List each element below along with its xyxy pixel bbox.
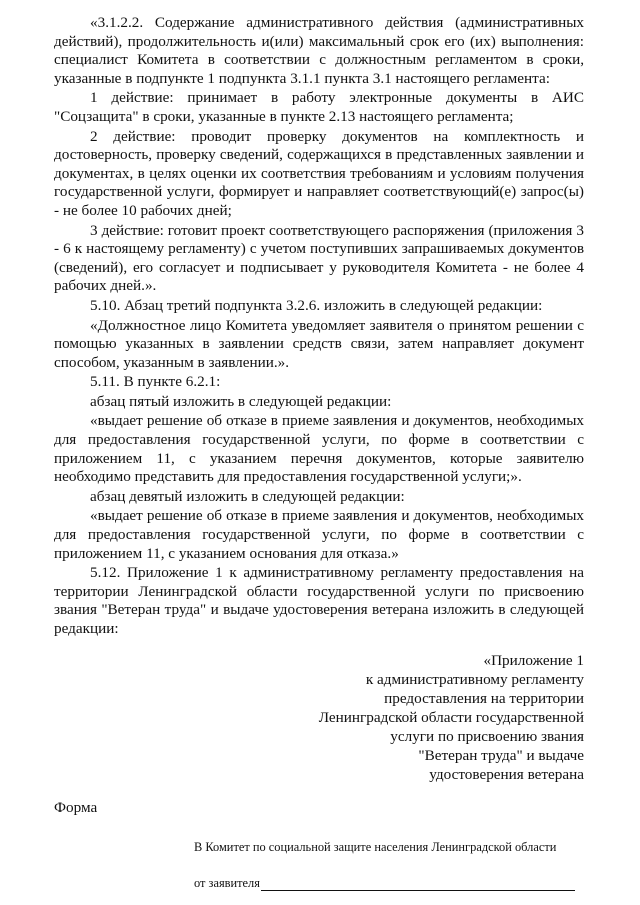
paragraph-5-12: 5.12. Приложение 1 к административному регламенту предоставления на территории Ленинградской области государственной услуги по присвоению звания "Ветеран труда" и выдаче удостоверения ветерана изложить в следующей редакции:	[54, 564, 584, 637]
paragraph-abzac-9: абзац девятый изложить в следующей редакции:	[90, 487, 405, 505]
paragraph-5-10-text: «Должностное лицо Комитета уведомляет заявителя о принятом решении с помощью указанных в заявлении средств связи, затем направляет документ способом, указанным в заявлении.».	[54, 316, 584, 371]
paragraph-action-3: 3 действие: готовит проект соответствующего распоряжения (приложения 3 - 6 к настоящему регламенту) с учетом поступивших запрашиваемых документов (сведений), его согласует и подписывает у руководителя Комитета - не более 4 рабочих дней.».	[54, 221, 584, 295]
paragraph-action-2: 2 действие: проводит проверку документов на комплектность и достоверность, проверку сведений, содержащихся в представленных заявлении и документах, в целях оценки их соответствия требованиям и условиям получения государственной услуги, формирует и направляет соответствующий(е) запрос(ы) - не более 10 рабочих дней;	[54, 127, 584, 219]
paragraph-abzac-9-text: «выдает решение об отказе в приеме заявления и документов, необходимых для предоставления государственной услуги, по форме в соответствии с приложением 11, с указанием основания для отказа.»	[54, 507, 584, 562]
paragraph-abzac-5: абзац пятый изложить в следующей редакции:	[90, 392, 392, 410]
paragraph-5-10: 5.10. Абзац третий подпункта 3.2.6. изложить в следующей редакции:	[90, 296, 543, 314]
paragraph-5-11: 5.11. В пункте 6.2.1:	[90, 373, 221, 391]
form-addressee: В Комитет по социальной защите населения Ленинградской области	[194, 839, 557, 854]
document-page	[54, 14, 584, 891]
appendix-line: услуги по присвоению звания	[390, 727, 584, 745]
applicant-blank-line	[261, 877, 575, 891]
form-label: Форма	[54, 798, 98, 816]
form-from-row	[194, 875, 584, 891]
appendix-line: предоставления на территории	[384, 689, 584, 707]
paragraph-3-1-2-2: «3.1.2.2. Содержание административного действия (административных действий), продолжительность и(или) максимальный срок его (их) выполнения: специалист Комитета в соответствии с должностным регламентом в сроки, указанные в подпункте 1 подпункта 3.1.1 пункта 3.1 настоящего регламента:	[54, 14, 584, 87]
paragraph-abzac-5-text: «выдает решение об отказе в приеме заявления и документов, необходимых для предоставления государственной услуги, по форме в соответствии с приложением 11, с указанием перечня документов, которые заявителю необходимо представить для предоставления государственной услуги;».	[54, 412, 584, 486]
appendix-line: «Приложение 1	[483, 651, 584, 669]
form-from-label: от заявителя	[194, 875, 260, 890]
appendix-line: удостоверения ветерана	[429, 765, 584, 783]
appendix-header	[284, 651, 584, 784]
appendix-line: Ленинградской области государственной	[318, 708, 584, 726]
appendix-line: "Ветеран труда" и выдаче	[418, 746, 584, 764]
appendix-line: к административному регламенту	[365, 670, 584, 688]
paragraph-action-1: 1 действие: принимает в работу электронные документы в АИС "Соцзащита" в сроки, указанные в пункте 2.13 настоящего регламента;	[54, 89, 584, 125]
